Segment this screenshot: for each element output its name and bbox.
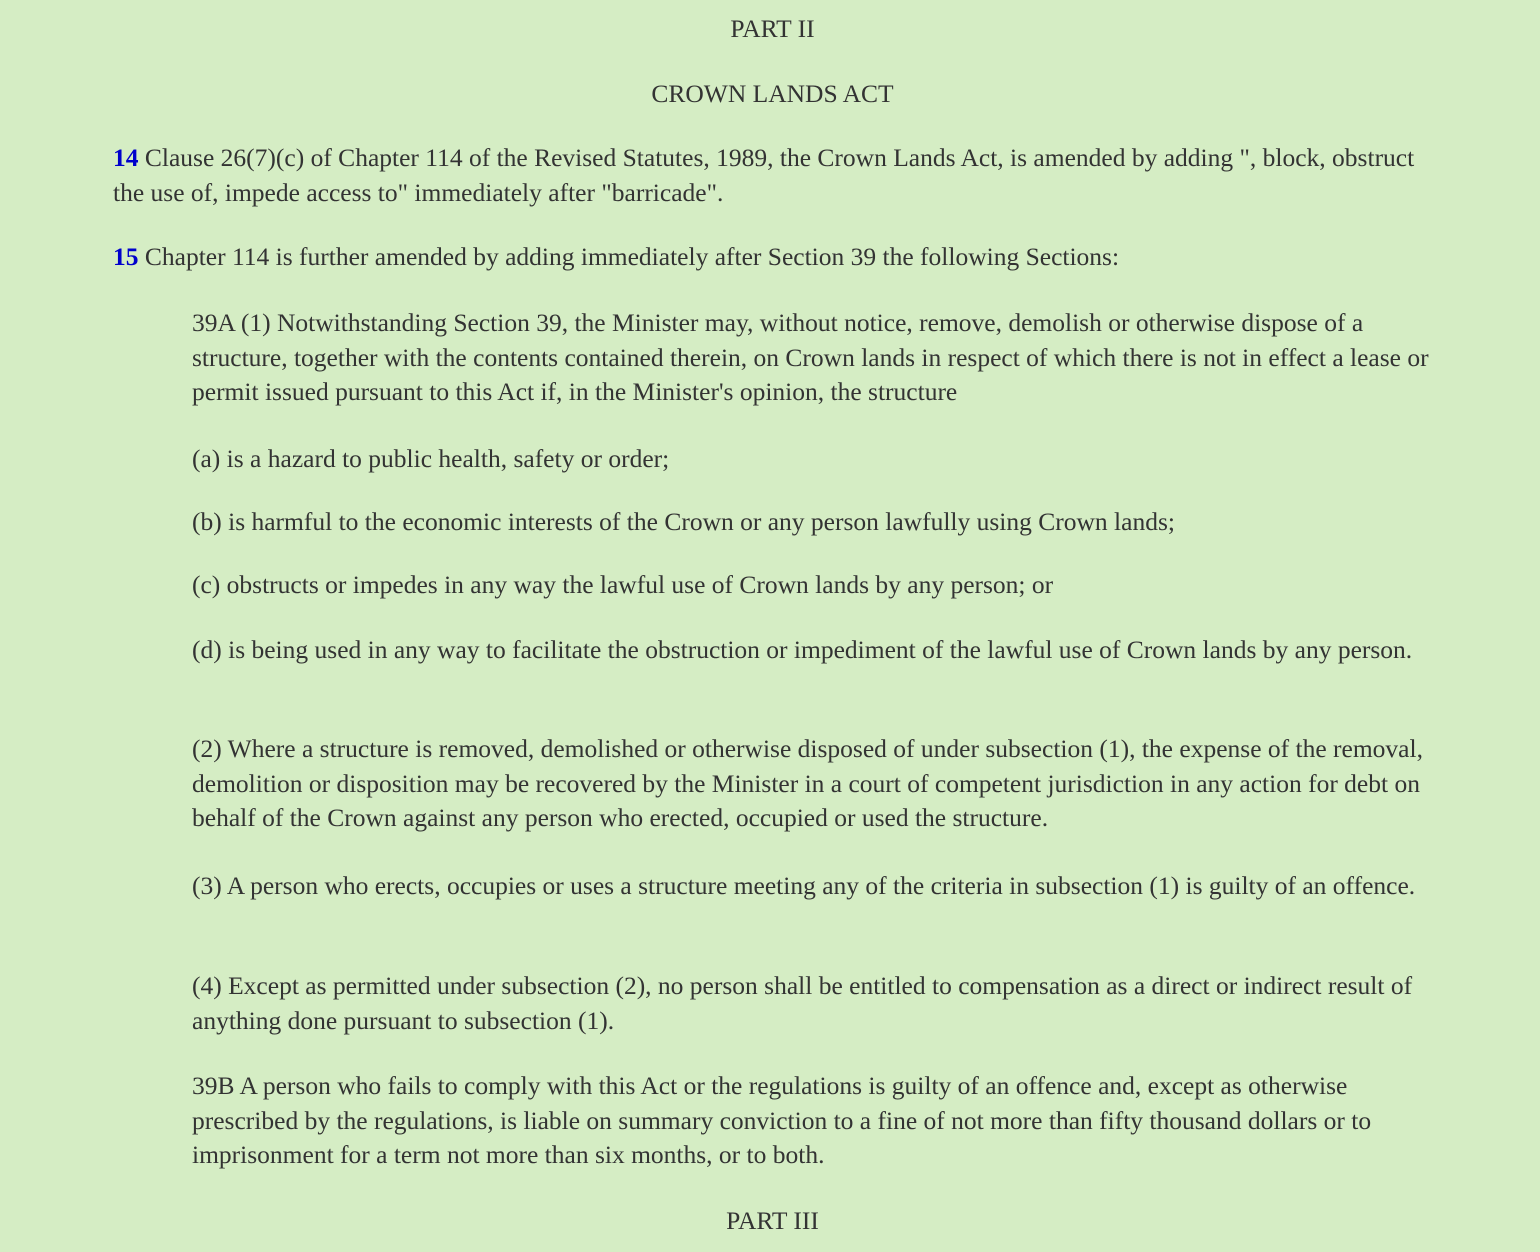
act-title-heading: CROWN LANDS ACT	[651, 79, 894, 108]
section-15	[113, 240, 1433, 275]
subsection-39a-4: (4) Except as permitted under subsection (2), no person shall be entitled to compensation as a direct or indirect result of anything done pursuant to subsection (1).	[192, 971, 1413, 1035]
subsection-39a-2: (2) Where a structure is removed, demolished or otherwise disposed of under subsection (1), the expense of the removal, demolition or disposition may be recovered by the Minister in a court of competent jurisdiction in any action for debt on behalf of the Crown against any person who erected, occupied or used the structure.	[192, 734, 1423, 832]
clause-39a-1-b: (b) is harmful to the economic interests of the Crown or any person lawfully using Crown lands;	[192, 507, 1175, 536]
section-14	[113, 141, 1433, 210]
clause-39a-1-a: (a) is a hazard to public health, safety or order;	[192, 444, 670, 473]
clause-39a-1-c: (c) obstructs or impedes in any way the lawful use of Crown lands by any person; or	[192, 570, 1054, 599]
section-15-text: Chapter 114 is further amended by adding immediately after Section 39 the following Sections:	[144, 242, 1120, 271]
subsection-39a-1: 39A (1) Notwithstanding Section 39, the Minister may, without notice, remove, demolish or otherwise dispose of a structure, together with the contents contained therein, on Crown lands in respect of which there is not in effect a lease or permit issued pursuant to this Act if, in the Minister's opinion, the structure	[192, 308, 1429, 406]
section-15-number-link[interactable]: 15	[113, 242, 139, 271]
part-iii-heading: PART III	[726, 1206, 819, 1235]
section-39b: 39B A person who fails to comply with this Act or the regulations is guilty of an offence and, except as otherwise prescribed by the regulations, is liable on summary conviction to a fine of not more than fifty thousand dollars or to imprisonment for a term not more than six months, or to both.	[192, 1071, 1372, 1169]
section-14-number-link[interactable]: 14	[113, 143, 139, 172]
section-14-text: Clause 26(7)(c) of Chapter 114 of the Revised Statutes, 1989, the Crown Lands Act, is amended by adding ", block, obstruct the use of, impede access to" immediately after "barricade".	[113, 143, 1415, 207]
part-ii-heading: PART II	[730, 14, 815, 43]
clause-39a-1-d: (d) is being used in any way to facilitate the obstruction or impediment of the lawful use of Crown lands by any person.	[192, 635, 1413, 664]
subsection-39a-3: (3) A person who erects, occupies or uses a structure meeting any of the criteria in subsection (1) is guilty of an offence.	[192, 871, 1416, 900]
